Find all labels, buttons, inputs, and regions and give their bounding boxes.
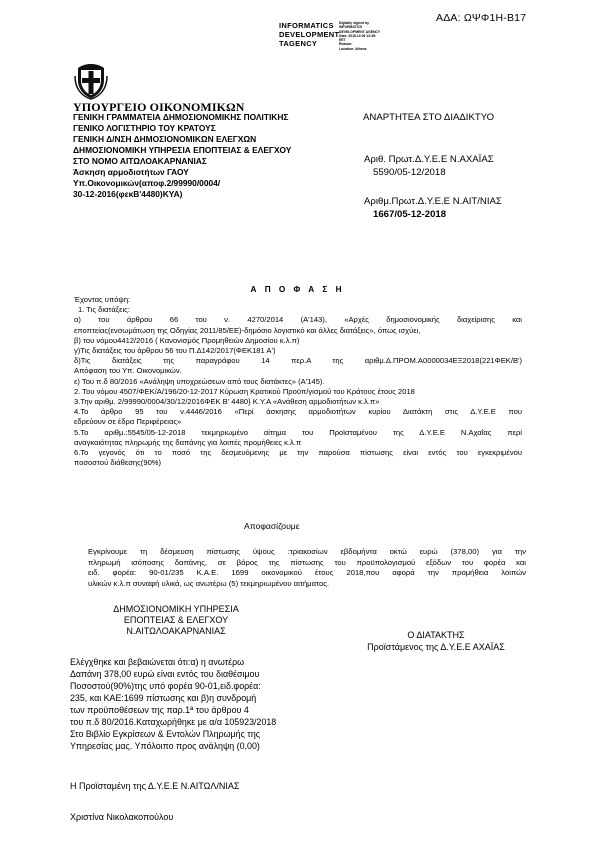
department-header: [73, 112, 291, 200]
verification-line: Στο Βιβλίο Εγκρίσεων & Εντολών Πληρωμής της: [70, 729, 261, 739]
infodev-line: TAGENCY: [279, 39, 318, 48]
ada-code: ΑΔΑ: ΩΨΦ1Η-Β17: [436, 12, 527, 24]
protocol-value: 5590/05-12/2018: [373, 167, 446, 178]
body-line: 4.Το άρθρο 95 του ν.4446/2016 «Περί άσκησης αρμοδιοτήτων κυρίου Διατάκτη στις Δ.Υ.Ε.Ε που: [74, 407, 522, 417]
body-line: 2. Του νόμου 4507/ΦΕΚ/Α/196/20-12-2017 Κύρωση Κρατικού Προϋπ/γισμού του Κράτους έτους 2018: [74, 386, 415, 396]
sig-line: Location: Athens: [339, 46, 367, 51]
protocol-aitnias: [364, 195, 502, 221]
header-line: ΓΕΝΙΚΗ Δ/ΝΣΗ ΔΗΜΟΣΙΟΝΟΜΙΚΩΝ ΕΛΕΓΧΩΝ: [73, 134, 257, 144]
body-line: Έχοντας υπόψη:: [74, 295, 131, 304]
we-decide-heading: Αποφασίζουμε: [244, 521, 300, 531]
body-line: εποπτείας(ενσωμάτωση της Οδηγίας 2011/85/ΕΕ)-δημόσιο λογιστικό και άλλες διατάξεις», όπως ισχύει,: [74, 325, 421, 335]
digital-signature-text: [339, 21, 393, 51]
audit-service-line: ΔΗΜΟΣΙΟΝΟΜΙΚΗ ΥΠΗΡΕΣΙΑ: [113, 604, 239, 614]
verification-line: 235, και ΚΑΕ:1699 πίστωσης και β)η συνδρομή: [70, 693, 257, 703]
body-line: 5.Το αριθμ.:5545/05-12-2018 τεκμηριωμένο αίτημα του Προϊσταμένου της Δ.Υ.Ε.Ε Ν.Αχαΐας περί: [74, 427, 522, 437]
verification-block: [70, 656, 276, 752]
approval-line: ειδ. φορέα: 90-01/235 Κ.Α.Ε. 1699 οικονομικού έτους 2018,που αφορά την προμήθεια λοιπών: [88, 568, 526, 577]
body-line: Απόφαση του Υπ. Οικονομικών.: [74, 366, 182, 376]
body-line: ποσοστού διάθεσης(90%): [74, 458, 162, 468]
verification-line: Υπηρεσίας μας. Υπόλοιπο προς ανάληψη (0,00): [70, 741, 260, 751]
header-line: ΣΤΟ ΝΟΜΟ ΑΙΤΩΛΟΑΚΑΡΝΑΝΙΑΣ: [73, 156, 207, 166]
greek-coat-of-arms-icon: [73, 62, 109, 100]
approval-paragraph: [88, 547, 526, 589]
header-line: Υπ.Οικονομικών(αποφ.2/99990/0004/: [73, 178, 221, 188]
signatory-name: Χριστίνα Νικολακοπούλου: [70, 812, 174, 822]
body-line: γ)Τις διατάξεις του άρθρου 56 του Π.Δ142/2017(ΦΕΚ181 Α'): [74, 346, 276, 356]
publish-online-notice: ΑΝΑΡΤΗΤΕΑ ΣΤΟ ΔΙΑΔΙΚΤΥΟ: [363, 112, 495, 123]
body-line: 6.Το γεγονός ότι το ποσό της δεσμευόμενης με την παρούσα πίστωσης είναι εντός του εγκεκριμένου: [74, 448, 522, 458]
sig-line: INFORMATICS: [339, 25, 363, 30]
approval-line: υλικών κ.λ.π συναφή υλικά, ως ανωτέρω (5) τεκμηριωμένου αιτήματος.: [88, 578, 330, 588]
approval-line: Εγκρίνουμε τη δέσμευση πίστωσης ύψους :τριακοσίων εβδομήντα οκτώ ευρώ (378,00) για την: [88, 547, 526, 556]
sig-line: Date: 2018.12.06 12:35:: [339, 33, 377, 38]
verification-line: Δαπάνη 378,00 ευρώ είναι εντός του διαθέσιμου: [70, 669, 260, 679]
body-line: εδρεύουν σε έδρα Περιφέρειας»: [74, 417, 182, 427]
protocol-label: Αριθ. Πρωτ.Δ.Υ.Ε.Ε Ν.ΑΧΑΪΑΣ: [364, 154, 494, 165]
verification-line: Ελέγχθηκε και βεβαιώνεται ότι:α) η ανωτέρω: [70, 657, 245, 667]
infodev-line: DEVELOPMENT: [279, 30, 340, 39]
considerations-body: [74, 295, 522, 468]
verification-line: των προϋποθέσεων της παρ.1ª του άρθρου 4: [70, 705, 249, 715]
protocol-value: 1667/05-12-2018: [373, 209, 447, 220]
ministry-title: ΥΠΟΥΡΓΕΙΟ ΟΙΚΟΝΟΜΙΚΩΝ: [73, 100, 245, 114]
audit-service-line: Ν.ΑΙΤΩΛΟΑΚΑΡΝΑΝΙΑΣ: [126, 626, 226, 636]
body-line: δ)Τις διατάξεις της παραγράφου 14 περ.Α της αριθμ.Δ.ΠΡΟΜ.Α0000034ΕΞ2018(221ΦΕΚ/Β'): [74, 356, 522, 366]
audit-service-line: ΕΠΟΠΤΕΙΑΣ & ΕΛΕΓΧΟΥ: [123, 615, 229, 625]
sig-line: EET: [339, 38, 346, 43]
header-line: 30-12-2016(φεκΒ'4480)ΚΥΑ): [73, 189, 183, 199]
approval-line: πληρωμή ισόποσης δαπάνης, σε βάρος της πίστωσης του προϋπολογισμού εξόδων του φορέα και: [88, 557, 526, 567]
body-line: αναγκαιότητας πληρωμής της δαπάνης για λοιπές προμήθειες κ.λ.π: [74, 437, 302, 447]
sig-line: Reason:: [339, 42, 353, 47]
verification-line: του π.δ 80/2016.Καταχωρήθηκε με α/α 105923/2018: [70, 717, 277, 727]
sig-line: DEVELOPMENT AGENCY: [339, 29, 381, 34]
header-line: Άσκηση αρμοδιοτήτων ΓΑΟΥ: [73, 167, 189, 177]
header-line: ΓΕΝΙΚΗ ΓΡΑΜΜΑΤΕΙΑ ΔΗΜΟΣΙΟΝΟΜΙΚΗΣ ΠΟΛΙΤΙΚΗΣ: [73, 112, 289, 122]
body-line: ε) Του π.δ 80/2016 «Ανάληψη υποχρεώσεων από τους διατάκτες» (Α'145).: [74, 376, 325, 386]
authorizing-officer-block: [334, 629, 538, 653]
officer-role: Προϊστάμενος της Δ.Υ.Ε.Ε ΑΧΑΪΑΣ: [367, 642, 505, 652]
officer-title: Ο ΔΙΑΤΑΚΤΗΣ: [407, 630, 465, 640]
header-line: ΔΗΜΟΣΙΟΝΟΜΙΚΗ ΥΠΗΡΕΣΙΑ ΕΠΟΠΤΕΙΑΣ & ΕΛΕΓΧΟΥ: [73, 145, 292, 155]
protocol-achaias: [364, 153, 494, 179]
infodev-line: INFORMATICS: [279, 21, 334, 30]
header-line: ΓΕΝΙΚΟ ΛΟΓΙΣΤΗΡΙΟ ΤΟΥ ΚΡΑΤΟΥΣ: [73, 123, 216, 133]
infodev-stamp: [279, 21, 339, 48]
body-line: α) του άρθρου 66 του ν. 4270/2014 (Α'143), «Αρχές δημοσιονομικής διαχείρισης και: [74, 315, 522, 325]
body-line: 3.Την αριθμ. 2/99990/0004/30/12/2016ΦΕΚ Β' 4480} Κ.Υ.Α «Ανάθεση αρμοδιοτήτων κ.λ.π»: [74, 397, 380, 407]
decision-title: Α Π Ο Φ Α Σ Η: [250, 285, 345, 294]
sig-line: Digitally signed by: [339, 21, 369, 25]
audit-service-block: [106, 604, 246, 637]
body-line: 1. Τις διατάξεις:: [78, 305, 130, 315]
body-line: β) του νόμου4412/2016 ( Κανονισμός Προμηθειών Δημοσίου κ.λ.π): [74, 335, 300, 345]
head-official-title: Η Προϊσταμένη της Δ.Υ.Ε.Ε Ν.ΑΙΤΩΛ/ΝΙΑΣ: [70, 781, 240, 791]
verification-line: Ποσοστού(90%)της υπό φορέα 90-01,ειδ.φορέα:: [70, 681, 261, 691]
protocol-label: Αριθμ.Πρωτ.Δ.Υ.Ε.Ε Ν.ΑΙΤ/ΝΙΑΣ: [364, 196, 502, 207]
